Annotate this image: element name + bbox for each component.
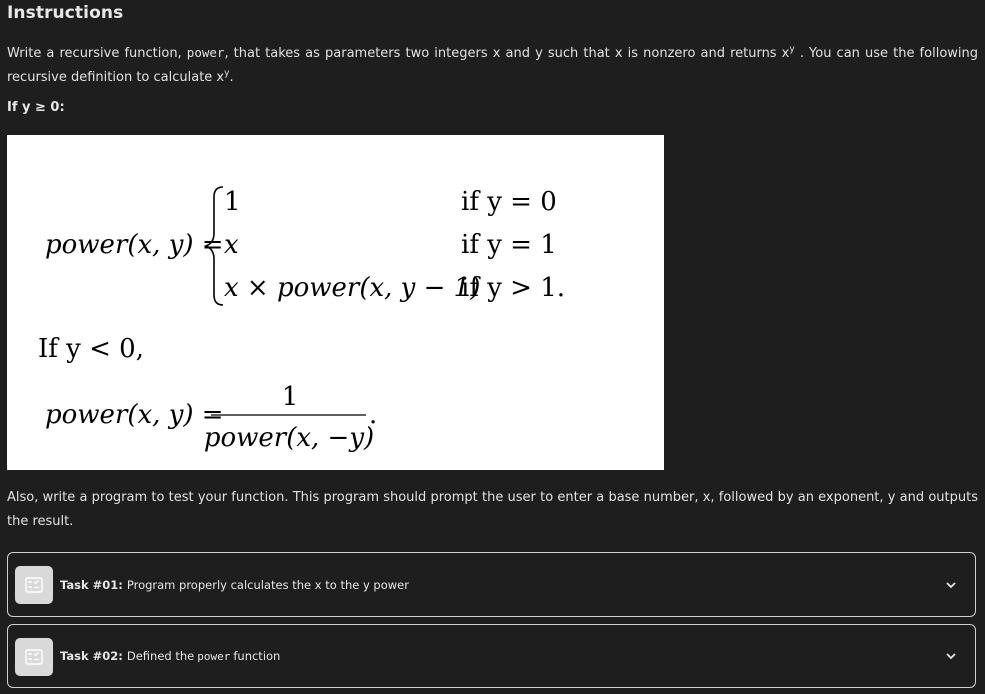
intro-superscript-2: y bbox=[224, 68, 230, 79]
intro-paragraph bbox=[7, 41, 978, 90]
negative-case-label: If y < 0, bbox=[38, 334, 144, 364]
task-02-number: Task #02: bbox=[60, 649, 123, 663]
case3-value: x × power(x, y − 1) bbox=[224, 273, 481, 303]
fraction-numerator: 1 bbox=[281, 382, 299, 412]
fraction-period: . bbox=[369, 400, 378, 430]
checklist-icon bbox=[15, 638, 53, 676]
negative-lhs: power(x, y) = bbox=[45, 400, 224, 430]
intro-code-power: power bbox=[186, 45, 225, 60]
intro-text-4: . bbox=[229, 70, 234, 85]
checklist-icon bbox=[15, 566, 53, 604]
intro-text-1: Write a recursive function, bbox=[7, 46, 187, 61]
intro-superscript-1: y bbox=[789, 44, 795, 55]
task-02-text-before: Defined the bbox=[126, 649, 195, 663]
condition-label: If y ≥ 0: bbox=[7, 100, 65, 115]
task-01-accordion[interactable] bbox=[7, 552, 976, 617]
task-02-accordion[interactable] bbox=[7, 624, 976, 688]
case1-value: 1 bbox=[224, 187, 241, 217]
chevron-down-icon[interactable] bbox=[945, 580, 957, 590]
case2-condition: if y = 1 bbox=[461, 230, 557, 260]
formula-image bbox=[7, 135, 664, 470]
formula-svg bbox=[7, 135, 664, 470]
formula-lhs: power(x, y) = bbox=[45, 230, 224, 260]
case1-condition: if y = 0 bbox=[461, 187, 557, 217]
outro-paragraph: Also, write a program to test your function. This program should prompt the user to enter a base number, x, followed by an exponent, y and outputs the result. bbox=[7, 490, 978, 529]
fraction-denominator: power(x, −y) bbox=[203, 423, 375, 453]
intro-text-3: . You can use the following recursive definition to calculate x bbox=[7, 46, 979, 85]
intro-text-2: , that takes as parameters two integers x and y such that x is nonzero and returns x bbox=[224, 46, 790, 61]
task-01-number: Task #01: bbox=[60, 577, 123, 592]
task-01-label bbox=[60, 553, 409, 616]
task-02-text-after: function bbox=[233, 649, 281, 663]
case2-value: x bbox=[224, 230, 239, 260]
page-title: Instructions bbox=[7, 3, 124, 23]
chevron-down-icon[interactable] bbox=[945, 651, 957, 661]
task-01-text: Program properly calculates the x to the y power bbox=[126, 577, 409, 592]
task-02-label bbox=[60, 625, 280, 687]
task-02-code-power: power bbox=[197, 649, 231, 663]
case3-condition: if y > 1. bbox=[461, 273, 566, 303]
